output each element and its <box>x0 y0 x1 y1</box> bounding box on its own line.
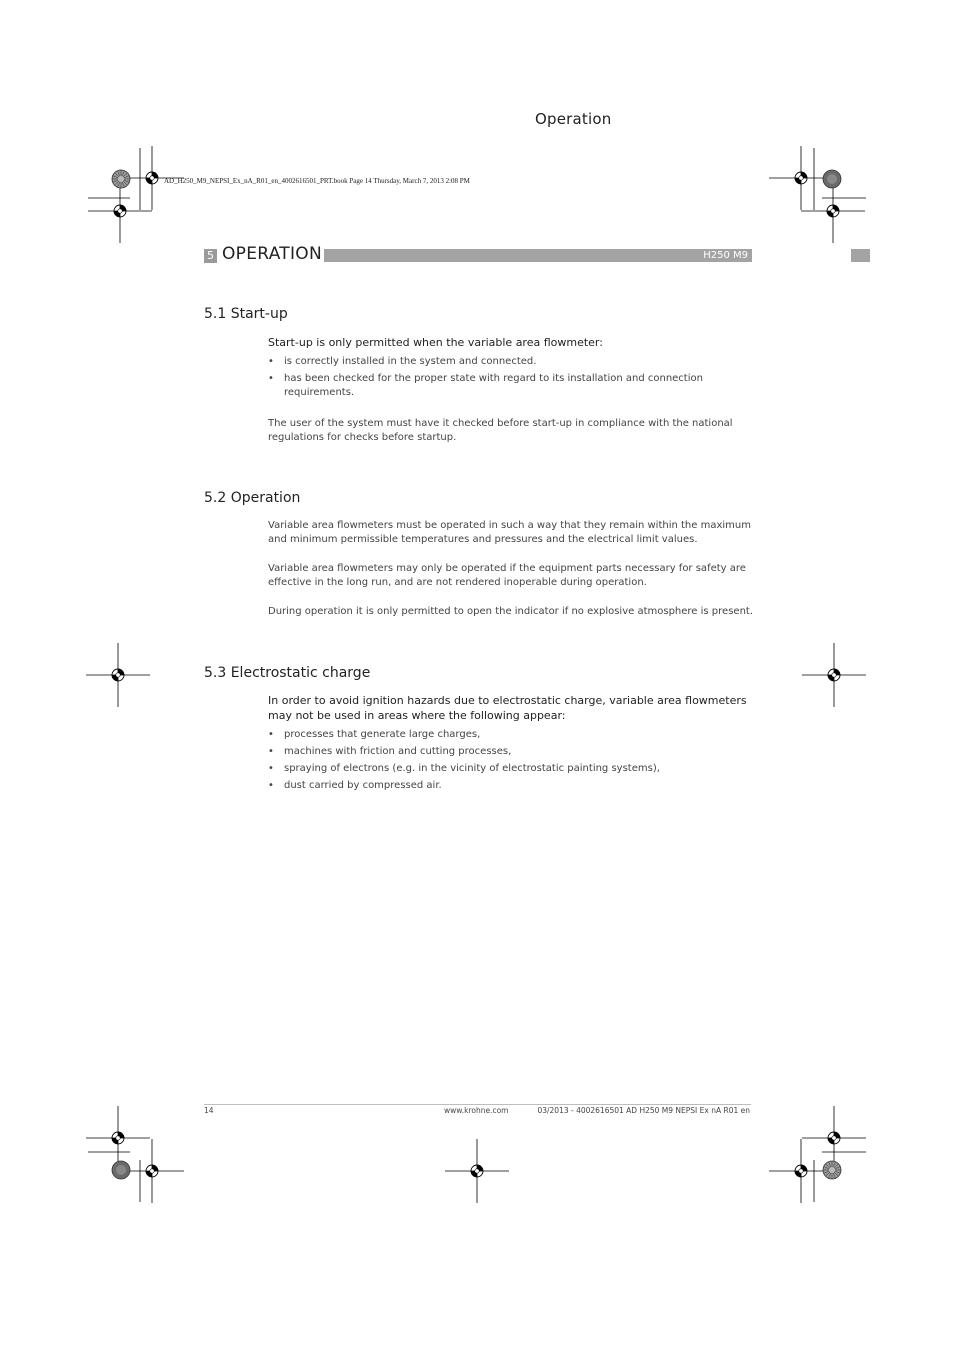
list-item-text: is correctly installed in the system and connected. <box>284 356 537 367</box>
section-heading-electrostatic: 5.3 Electrostatic charge <box>204 665 371 681</box>
list-item <box>268 728 753 742</box>
chapter-title: OPERATION <box>222 244 323 264</box>
list-item <box>268 372 753 399</box>
bullet-glyph: • <box>268 746 274 757</box>
running-header-title: Operation <box>535 110 612 128</box>
print-info-slug: AD_H250_M9_NEPSI_Ex_nA_R01_en_4002616501_PRT.book Page 14 Thursday, March 7, 2013 2:08 PM <box>164 177 470 185</box>
section-heading-startup: 5.1 Start-up <box>204 306 288 322</box>
list-item <box>268 745 753 759</box>
list-item <box>268 355 753 369</box>
electrostatic-intro: In order to avoid ignition hazards due to electrostatic charge, variable area flowmeters may not be used in areas where the following appear: <box>268 694 747 722</box>
list-item-text: processes that generate large charges, <box>284 729 481 740</box>
bullet-glyph: • <box>268 729 274 740</box>
list-item <box>268 779 753 793</box>
list-item <box>268 762 753 776</box>
product-label: H250 M9 <box>703 250 748 261</box>
chapter-bar <box>324 249 752 262</box>
bullet-glyph: • <box>268 763 274 774</box>
page-number: 14 <box>204 1106 214 1115</box>
bullet-glyph: • <box>268 780 274 791</box>
bullet-glyph: • <box>268 356 274 367</box>
operation-paragraph: Variable area flowmeters may only be operated if the equipment parts necessary for safety are effective in the long run, and are not rendered inoperable during operation. <box>268 563 746 588</box>
list-item-text: has been checked for the proper state with regard to its installation and connection requirements. <box>284 373 703 398</box>
operation-paragraph: During operation it is only permitted to open the indicator if no explosive atmosphere is present. <box>268 606 753 617</box>
startup-intro: Start-up is only permitted when the variable area flowmeter: <box>268 336 603 349</box>
section-heading-operation: 5.2 Operation <box>204 490 301 506</box>
footer-document-id: 03/2013 - 4002616501 AD H250 M9 NEPSI Ex nA R01 en <box>537 1106 750 1115</box>
startup-paragraph: The user of the system must have it checked before start-up in compliance with the national regulations for checks before startup. <box>268 418 733 443</box>
list-item-text: machines with friction and cutting processes, <box>284 746 512 757</box>
operation-paragraph: Variable area flowmeters must be operated in such a way that they remain within the maximum and minimum permissible temperatures and pressures and the electrical limit values. <box>268 520 751 545</box>
chapter-edge-tab <box>851 249 870 262</box>
list-item-text: dust carried by compressed air. <box>284 780 442 791</box>
chapter-number-badge: 5 <box>204 249 217 263</box>
footer-rule <box>204 1104 751 1105</box>
list-item-text: spraying of electrons (e.g. in the vicinity of electrostatic painting systems), <box>284 763 660 774</box>
footer-website: www.krohne.com <box>444 1106 509 1115</box>
bullet-glyph: • <box>268 373 274 384</box>
